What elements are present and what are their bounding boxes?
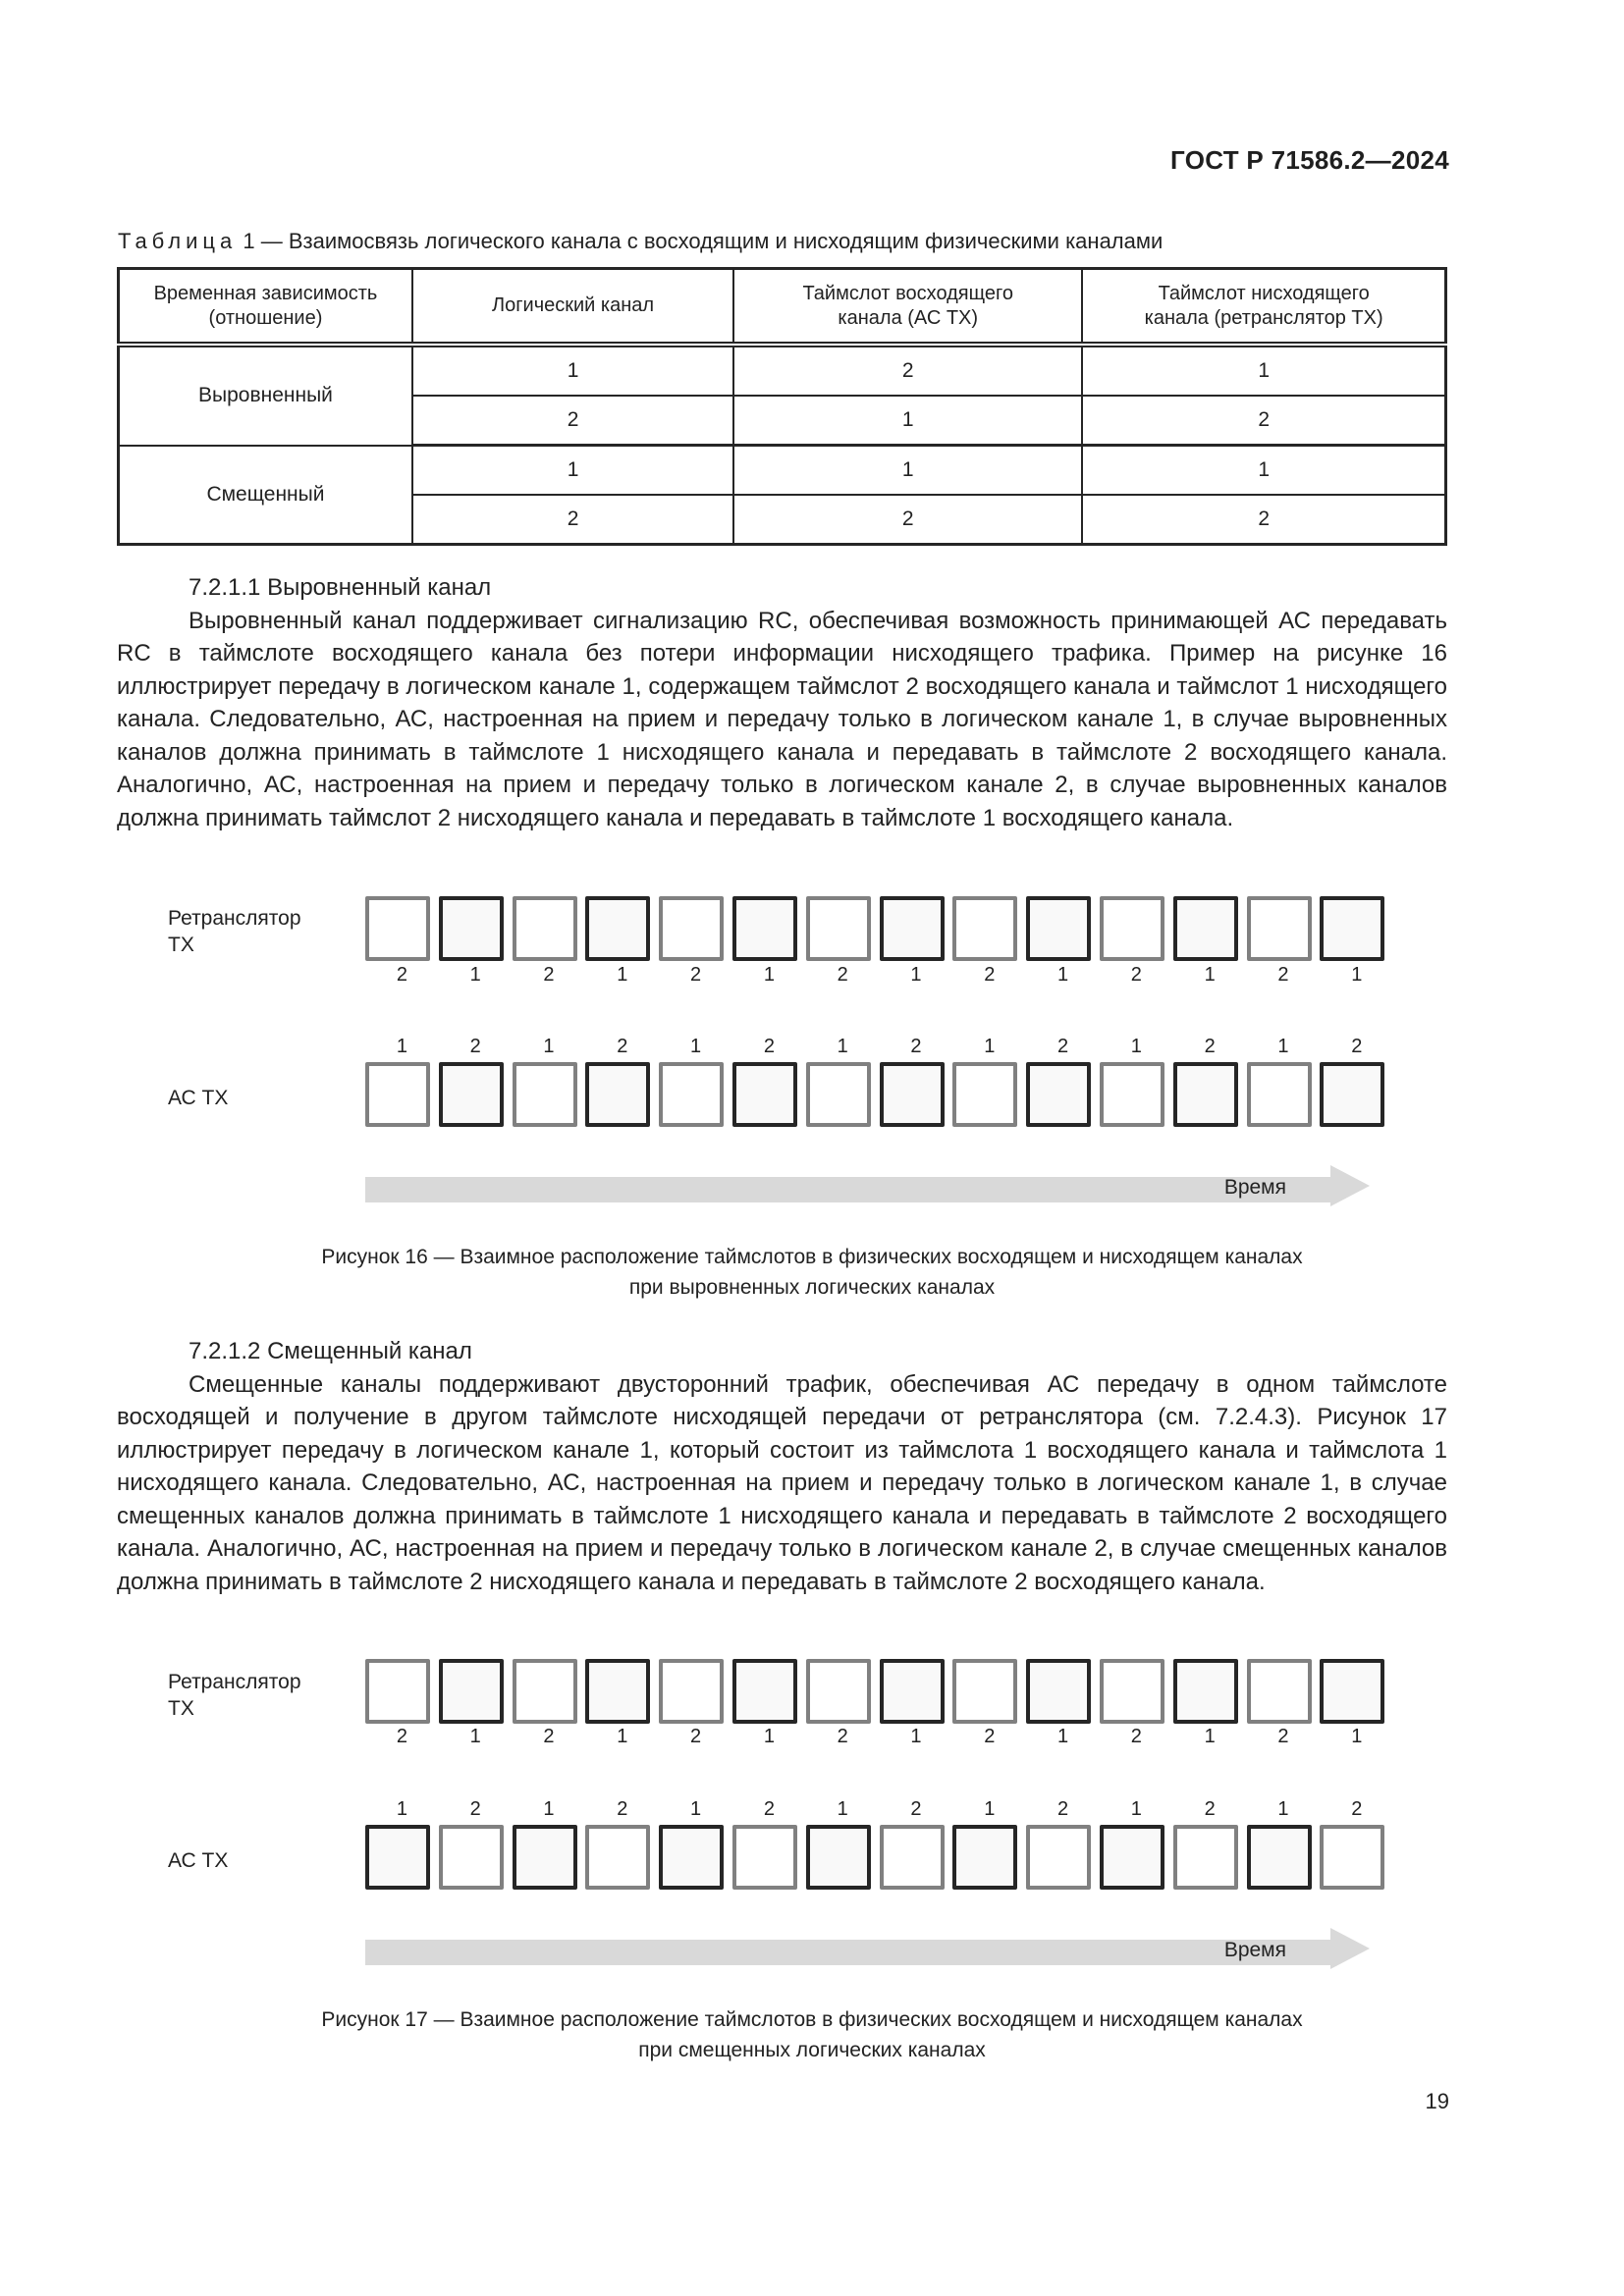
timeslot-number: 2 [1130, 1726, 1142, 1747]
downlink-slot-cell: 2 [1082, 396, 1445, 446]
repeater-tx-slot-numbers [365, 1726, 1393, 1748]
downlink-slot-cell: 1 [1082, 345, 1445, 396]
timeslot-number: 1 [469, 1726, 481, 1747]
caption-line: при выровненных логических каналах [628, 1276, 996, 1299]
section-heading: 7.2.1.1 Выровненный канал [189, 574, 492, 601]
timeslot-box [732, 896, 797, 961]
table-caption-number: 1 [243, 229, 255, 253]
timeslot-number: 1 [910, 964, 922, 986]
timeslot-box [732, 1062, 797, 1127]
column-header-uplink-slot: Таймслот восходящего канала (АС ТХ) [733, 269, 1082, 346]
timeslot-number: 1 [1277, 1798, 1289, 1820]
timeslot-number: 1 [617, 1726, 628, 1747]
timeslot-number: 1 [690, 1798, 702, 1820]
ac-tx-slots [365, 1825, 1393, 1890]
timeslot-number: 2 [984, 964, 996, 986]
relation-cell: Смещенный [119, 446, 412, 545]
timeslot-number: 2 [763, 1798, 775, 1820]
timeslot-box [880, 1659, 945, 1724]
section-heading: 7.2.1.2 Смещенный канал [189, 1338, 472, 1364]
timeslot-box [880, 1825, 945, 1890]
page-number: 19 [1425, 2089, 1449, 2113]
timeslot-number: 2 [690, 964, 702, 986]
timeslot-number: 2 [910, 1036, 922, 1057]
repeater-tx-slots [365, 896, 1393, 961]
ac-tx-label: АС ТХ [168, 1087, 229, 1109]
timeslot-box [439, 1062, 504, 1127]
figure-17-caption [0, 2004, 1624, 2065]
arrow-right-icon [1330, 1165, 1370, 1206]
timeslot-box [365, 1062, 430, 1127]
timeslot-number: 2 [1057, 1798, 1069, 1820]
timeslot-box [1100, 1062, 1164, 1127]
timeslot-box [1173, 896, 1238, 961]
timeslot-box [585, 1825, 650, 1890]
timeslot-box [806, 1062, 871, 1127]
timeslot-number: 1 [763, 964, 775, 986]
timeslot-number: 2 [469, 1798, 481, 1820]
timeslot-box [1247, 1659, 1312, 1724]
timeslot-box [880, 1062, 945, 1127]
ac-tx-slots [365, 1062, 1393, 1127]
timeslot-number: 1 [543, 1798, 555, 1820]
timeslot-box [806, 1659, 871, 1724]
timeslot-number: 1 [1057, 964, 1069, 986]
repeater-tx-slots [365, 1659, 1393, 1724]
table-caption-prefix: Таблица [118, 229, 238, 253]
timeslot-number: 2 [396, 1726, 407, 1747]
timeslot-number: 1 [396, 1036, 407, 1057]
timeslot-box [1173, 1062, 1238, 1127]
timeslot-number: 2 [543, 964, 555, 986]
ac-tx-slot-numbers [365, 1798, 1393, 1821]
table-row [119, 446, 1446, 496]
timeslot-box [952, 896, 1017, 961]
timeslot-box [585, 1062, 650, 1127]
timeslot-box [659, 896, 724, 961]
timeslot-box [952, 1825, 1017, 1890]
timeslot-number: 1 [617, 964, 628, 986]
timeslot-number: 1 [1130, 1036, 1142, 1057]
timeslot-box [659, 1825, 724, 1890]
timeslot-box [439, 896, 504, 961]
timeslot-number: 2 [1057, 1036, 1069, 1057]
uplink-slot-cell: 1 [733, 396, 1082, 446]
timeslot-box [880, 896, 945, 961]
timeslot-number: 2 [984, 1726, 996, 1747]
timeslot-number: 2 [763, 1036, 775, 1057]
timeslot-box [1100, 1659, 1164, 1724]
timeslot-number: 2 [543, 1726, 555, 1747]
timeslot-number: 1 [1130, 1798, 1142, 1820]
time-arrow [365, 1931, 1386, 1968]
timeslot-number: 2 [690, 1726, 702, 1747]
caption-line: Рисунок 16 — Взаимное расположение таймслотов в физических восходящем и нисходящем каналах [321, 1246, 1303, 1268]
table-row [119, 345, 1446, 396]
timeslot-box [1100, 1825, 1164, 1890]
timeslot-number: 2 [1277, 964, 1289, 986]
logical-channel-cell: 2 [412, 495, 733, 545]
time-arrow-shaft [365, 1940, 1332, 1965]
timeslot-box [806, 1825, 871, 1890]
uplink-slot-cell: 2 [733, 495, 1082, 545]
timeslot-number: 1 [1204, 1726, 1216, 1747]
timeslot-number: 2 [617, 1798, 628, 1820]
table-caption-text: — Взаимосвязь логического канала с восходящим и нисходящим физическими каналами [260, 229, 1164, 253]
timeslot-box [513, 896, 577, 961]
timeslot-box [585, 896, 650, 961]
column-header-downlink-slot: Таймслот нисходящего канала (ретранслятор ТХ) [1082, 269, 1445, 346]
timeslot-box [732, 1825, 797, 1890]
timeslot-number: 2 [1351, 1798, 1363, 1820]
timeslot-number: 2 [469, 1036, 481, 1057]
timeslot-box [952, 1062, 1017, 1127]
ac-tx-slot-numbers [365, 1036, 1393, 1058]
timeslot-number: 2 [396, 964, 407, 986]
timeslot-number: 1 [1351, 964, 1363, 986]
timeslot-number: 2 [837, 964, 848, 986]
timeslot-box [1026, 1062, 1091, 1127]
timeslot-box [1320, 896, 1384, 961]
downlink-slot-cell: 1 [1082, 446, 1445, 496]
time-arrow-shaft [365, 1177, 1332, 1202]
ac-tx-label: АС ТХ [168, 1849, 229, 1872]
timeslot-number: 1 [837, 1036, 848, 1057]
time-label: Время [1223, 1939, 1286, 1961]
timeslot-box [439, 1659, 504, 1724]
section-paragraph: Выровненный канал поддерживает сигнализацию RC, обеспечивая возможность принимающей АС передавать RC в таймслоте восходящего канала без потери информации нисходящего трафика. Пример на рисунке 16 иллюстрирует передачу в логическом канале 1, содержащем таймслот 2 восходящего канала и таймслот 1 нисходящего канала. Следовательно, АС, настроенная на прием и передачу только в логическом канале 1, в случае выровненных каналов должна принимать в таймслоте 1 нисходящего канала и передавать в таймслоте 2 восходящего канала. Аналогично, АС, настроенная на прием и передачу только в логическом канале 2, в случае выровненных каналов должна принимать таймслот 2 нисходящего канала и передавать в таймслоте 1 восходящего канала. [117, 607, 1447, 831]
figure-16-caption [0, 1242, 1624, 1303]
timeslot-number: 1 [1277, 1036, 1289, 1057]
timeslot-number: 1 [396, 1798, 407, 1820]
timeslot-box [952, 1659, 1017, 1724]
table-caption [118, 229, 1163, 254]
section-aligned-channel [117, 571, 1447, 834]
section-paragraph: Смещенные каналы поддерживают двусторонний трафик, обеспечивая АС передачу в одном таймслоте восходящей и получение в другом таймслоте нисходящей передачи от ретранслятора (см. 7.2.4.3). Рисунок 17 иллюстрирует передачу в логическом канале 1, который состоит из таймслота 1 восходящего канала и таймслота 1 нисходящего канала. Следовательно, АС, настроенная на прием и передачу только в логическом канале 1, в случае смещенных каналов должна принимать в таймслоте 1 нисходящего канала и передавать в таймслоте 2 восходящего канала. Аналогично, АС, настроенная на прием и передачу только в логическом канале 2, в случае смещенных каналов должна принимать в таймслоте 2 нисходящего канала и передавать в таймслоте 2 восходящего канала. [117, 1370, 1447, 1595]
column-header-logical-channel: Логический канал [412, 269, 733, 346]
repeater-tx-slot-numbers [365, 964, 1393, 987]
timeslot-number: 2 [837, 1726, 848, 1747]
timeslot-number: 1 [543, 1036, 555, 1057]
timeslot-number: 1 [984, 1036, 996, 1057]
caption-line: Рисунок 17 — Взаимное расположение таймслотов в физических восходящем и нисходящем каналах [321, 2008, 1303, 2031]
timeslot-box [1320, 1659, 1384, 1724]
section-offset-channel [117, 1335, 1447, 1598]
timeslot-number: 1 [690, 1036, 702, 1057]
timeslot-number: 1 [1204, 964, 1216, 986]
timeslot-number: 2 [1204, 1798, 1216, 1820]
timeslot-box [1026, 896, 1091, 961]
timeslot-box [365, 1825, 430, 1890]
timeslot-number: 1 [1057, 1726, 1069, 1747]
timeslot-number: 1 [910, 1726, 922, 1747]
timeslot-box [1026, 1825, 1091, 1890]
channel-mapping-table [117, 267, 1447, 546]
arrow-right-icon [1330, 1928, 1370, 1969]
uplink-slot-cell: 1 [733, 446, 1082, 496]
caption-line: при смещенных логических каналах [638, 2039, 986, 2061]
timeslot-number: 1 [763, 1726, 775, 1747]
table-header-row [119, 269, 1446, 346]
timeslot-number: 1 [469, 964, 481, 986]
standard-code: ГОСТ Р 71586.2—2024 [1170, 145, 1449, 175]
relation-cell: Выровненный [119, 345, 412, 446]
timeslot-box [1100, 896, 1164, 961]
timeslot-box [659, 1062, 724, 1127]
column-header-relation: Временная зависимость (отношение) [119, 269, 412, 346]
timeslot-box [439, 1825, 504, 1890]
timeslot-box [806, 896, 871, 961]
repeater-tx-label: Ретранслятор ТХ [168, 907, 301, 956]
timeslot-box [365, 896, 430, 961]
timeslot-box [1026, 1659, 1091, 1724]
time-arrow [365, 1168, 1386, 1205]
timeslot-number: 2 [1277, 1726, 1289, 1747]
logical-channel-cell: 1 [412, 345, 733, 396]
downlink-slot-cell: 2 [1082, 495, 1445, 545]
timeslot-box [1247, 896, 1312, 961]
timeslot-number: 1 [1351, 1726, 1363, 1747]
timeslot-box [659, 1659, 724, 1724]
timeslot-box [365, 1659, 430, 1724]
timeslot-box [1173, 1825, 1238, 1890]
timeslot-box [1247, 1062, 1312, 1127]
timeslot-box [1320, 1825, 1384, 1890]
timeslot-number: 1 [984, 1798, 996, 1820]
logical-channel-cell: 2 [412, 396, 733, 446]
timeslot-number: 1 [837, 1798, 848, 1820]
timeslot-number: 2 [1204, 1036, 1216, 1057]
timeslot-box [513, 1825, 577, 1890]
logical-channel-cell: 1 [412, 446, 733, 496]
timeslot-number: 2 [1351, 1036, 1363, 1057]
timeslot-box [1320, 1062, 1384, 1127]
timeslot-number: 2 [1130, 964, 1142, 986]
timeslot-number: 2 [617, 1036, 628, 1057]
timeslot-box [513, 1062, 577, 1127]
timeslot-box [1173, 1659, 1238, 1724]
timeslot-box [513, 1659, 577, 1724]
timeslot-box [1247, 1825, 1312, 1890]
uplink-slot-cell: 2 [733, 345, 1082, 396]
time-label: Время [1223, 1176, 1286, 1199]
timeslot-number: 2 [910, 1798, 922, 1820]
repeater-tx-label: Ретранслятор ТХ [168, 1671, 301, 1720]
timeslot-box [732, 1659, 797, 1724]
timeslot-box [585, 1659, 650, 1724]
